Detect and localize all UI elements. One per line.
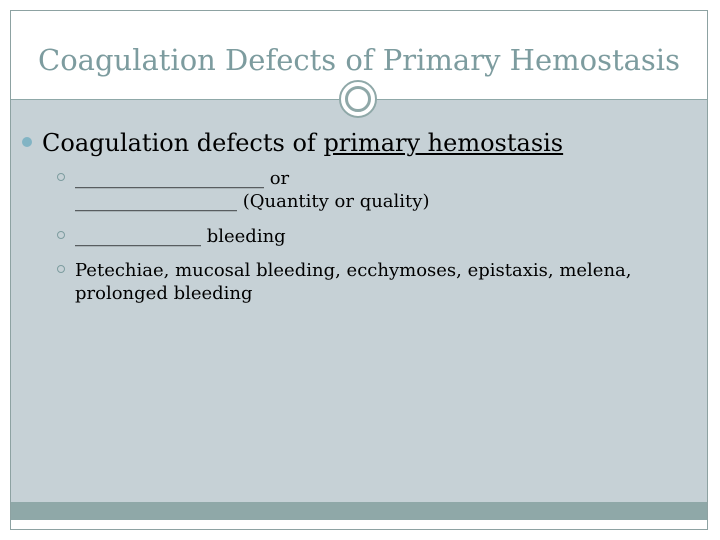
hollow-bullet-icon (57, 265, 65, 273)
sub-bullet-1-line2: __________________ (Quantity or quality) (75, 191, 430, 212)
hollow-bullet-icon (57, 231, 65, 239)
slide-title: Coagulation Defects of Primary Hemostasis (38, 43, 680, 77)
bullet-dot-icon (22, 137, 32, 147)
sub-bullet-2-line1: ______________ bleeding (75, 226, 286, 247)
main-bullet-text: Coagulation defects of (42, 129, 324, 157)
sub-bullet-3-line1: Petechiae, mucosal bleeding, ecchymoses, epistaxis, melena, (75, 260, 632, 281)
divider-circle-ornament (339, 80, 377, 118)
main-bullet (22, 131, 563, 155)
footer-bar (11, 502, 707, 520)
sub-bullet-1-line1: _____________________ or (75, 168, 290, 189)
divider-circle-inner (345, 86, 371, 112)
sub-bullet-3-line2: prolonged bleeding (75, 283, 253, 304)
sub-bullet-2 (57, 225, 675, 248)
sub-bullet-3 (57, 259, 675, 305)
hollow-bullet-icon (57, 173, 65, 181)
main-bullet-underlined-text: primary hemostasis (323, 129, 564, 157)
sub-bullet-1 (57, 167, 675, 213)
